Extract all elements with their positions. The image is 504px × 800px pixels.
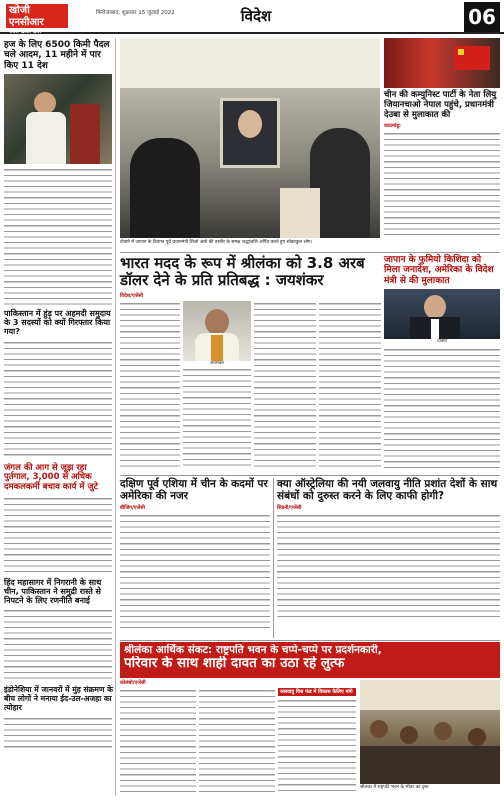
main-story-photo xyxy=(183,301,251,361)
section-title: विदेश xyxy=(240,7,272,25)
australia-byline: सिडनी/एजेंसी xyxy=(277,505,302,512)
australia-headline: क्या ऑस्ट्रेलिया की नयी जलवायु नीति प्रशांत देशों के साथ संबंधों को दुरुस्त करने के लिए काफी होगी? xyxy=(277,478,498,503)
left-column xyxy=(4,38,116,796)
story1-headline: हज के लिए 6500 किमी पैदल चले आदम, 11 महीने में पार किए 11 देश xyxy=(4,40,110,71)
bottom-story-photo-caption: श्रीलंका में राष्ट्रपति भवन के भीतर का दृश्य xyxy=(360,785,429,790)
australia-body xyxy=(277,513,500,617)
story4-headline: हिंद महासागर में निगरानी के साथ चीन, पाकिस्तान ने समुद्री रास्ते से निपटने के लिए रणनीति बनाई xyxy=(4,577,102,606)
top-right-dateline: काठमांडू: xyxy=(384,123,401,130)
main-story-body-col1 xyxy=(120,301,180,469)
section-divider xyxy=(120,252,500,253)
brand-tagline: सबसे खोजी खबर xyxy=(9,29,42,35)
top-right-photo xyxy=(384,38,500,88)
main-story-body-col3 xyxy=(254,301,316,469)
japan-story xyxy=(384,255,500,473)
main-story-byline: विदेश/एजेंसी xyxy=(120,292,144,299)
top-right-story xyxy=(384,38,500,250)
dateline: फिरोजाबाद, शुक्रवार 15 जुलाई 2022 xyxy=(96,10,175,16)
brand-line2: एनसीआर xyxy=(9,17,44,28)
bottom-story-subhead: जलवायु वित्त फंड में विकास कैलिए मांगे xyxy=(278,688,356,696)
main-story-photo-caption: जयशंकर xyxy=(209,360,225,366)
main-story-body-col4 xyxy=(319,301,381,469)
bottom-headline-line1: श्रीलंका आर्थिक संकट: राष्ट्रपति भवन के चप्पे-चप्पे पर प्रदर्शनकारी, xyxy=(124,644,382,656)
main-story-body-col2 xyxy=(183,367,251,467)
main-story-headline: भारत मदद के रूप में श्रीलंका को 3.8 अरब डॉलर देने के प्रति प्रतिबद्ध : जयशंकर xyxy=(120,254,365,290)
story5-headline: इंडोनेशिया में जानवरों में मुंह संक्रमण के बीच लोगों ने मनाया ईद-उल-अजहा का त्योहार xyxy=(4,685,113,712)
story4-body xyxy=(4,608,112,682)
bottom-story-body-col1 xyxy=(120,688,196,792)
story3-body xyxy=(4,496,112,574)
page-number: 06 xyxy=(464,2,500,32)
story3-headline: जंगल की आग से जूझ रहा पुर्तगाल, 3,000 से अधिक दमकलकर्मी बचाव कार्य में जुटे xyxy=(4,462,99,493)
main-story xyxy=(120,255,382,473)
top-right-body xyxy=(384,131,500,235)
story2-headline: पाकिस्तान में हुंड़ पर अहमदी समुदाय के 3 सदस्यों को क्यों गिरफ्तार किया गया? xyxy=(4,309,111,337)
top-photo-caption: टोक्यो में जापान के दिवंगत पूर्व प्रधानमंत्री शिंजो आबे की तस्वीर के समक्ष श्रद्धांजलि अर्पित करते हुए शोकाकुल लोग। xyxy=(120,240,313,245)
story2-body xyxy=(4,340,112,460)
masthead xyxy=(0,0,504,34)
japan-story-body xyxy=(384,347,500,471)
story1-body xyxy=(4,167,112,305)
south-asia-byline: बीजिंग/एजेंसी xyxy=(120,505,145,512)
story1-photo xyxy=(4,74,112,164)
south-asia-story xyxy=(120,478,270,638)
top-right-headline: चीन की कम्युनिस्ट पार्टी के नेता लियु जियानचाओ नेपाल पहुंचे, प्रधानमंत्री देउबा से मुलाकात की xyxy=(384,90,497,120)
section-divider xyxy=(120,475,500,476)
bottom-story-body-col3 xyxy=(278,698,356,792)
top-center-photo xyxy=(120,38,380,238)
japan-story-photo-caption: टोक्यो xyxy=(437,339,447,345)
south-asia-headline: दक्षिण पूर्व एशिया में चीन के कदमों पर अमेरिका की नजर xyxy=(120,478,268,503)
bottom-story-byline: कोलंबो/एजेंसी xyxy=(120,680,146,686)
bottom-headline-band xyxy=(120,642,500,678)
bottom-story-photo xyxy=(360,680,500,784)
south-asia-body xyxy=(120,513,270,628)
newspaper-logo xyxy=(6,4,68,35)
bottom-story xyxy=(120,680,500,796)
japan-story-photo xyxy=(384,289,500,339)
section-divider xyxy=(120,640,500,641)
bottom-headline-line2: परिवार के साथ शाही दावत का उठा रहे लुत्फ xyxy=(124,656,345,672)
column-divider xyxy=(273,478,274,638)
australia-story xyxy=(277,478,500,638)
brand-line1: खोजी xyxy=(9,5,30,16)
japan-story-headline: जापान के फुमियो किशिदा को मिला जनादेश, अमेरिका के विदेश मंत्री से की मुलाकात xyxy=(384,255,494,286)
bottom-story-body-col2 xyxy=(199,688,275,792)
story5-body xyxy=(4,716,112,750)
